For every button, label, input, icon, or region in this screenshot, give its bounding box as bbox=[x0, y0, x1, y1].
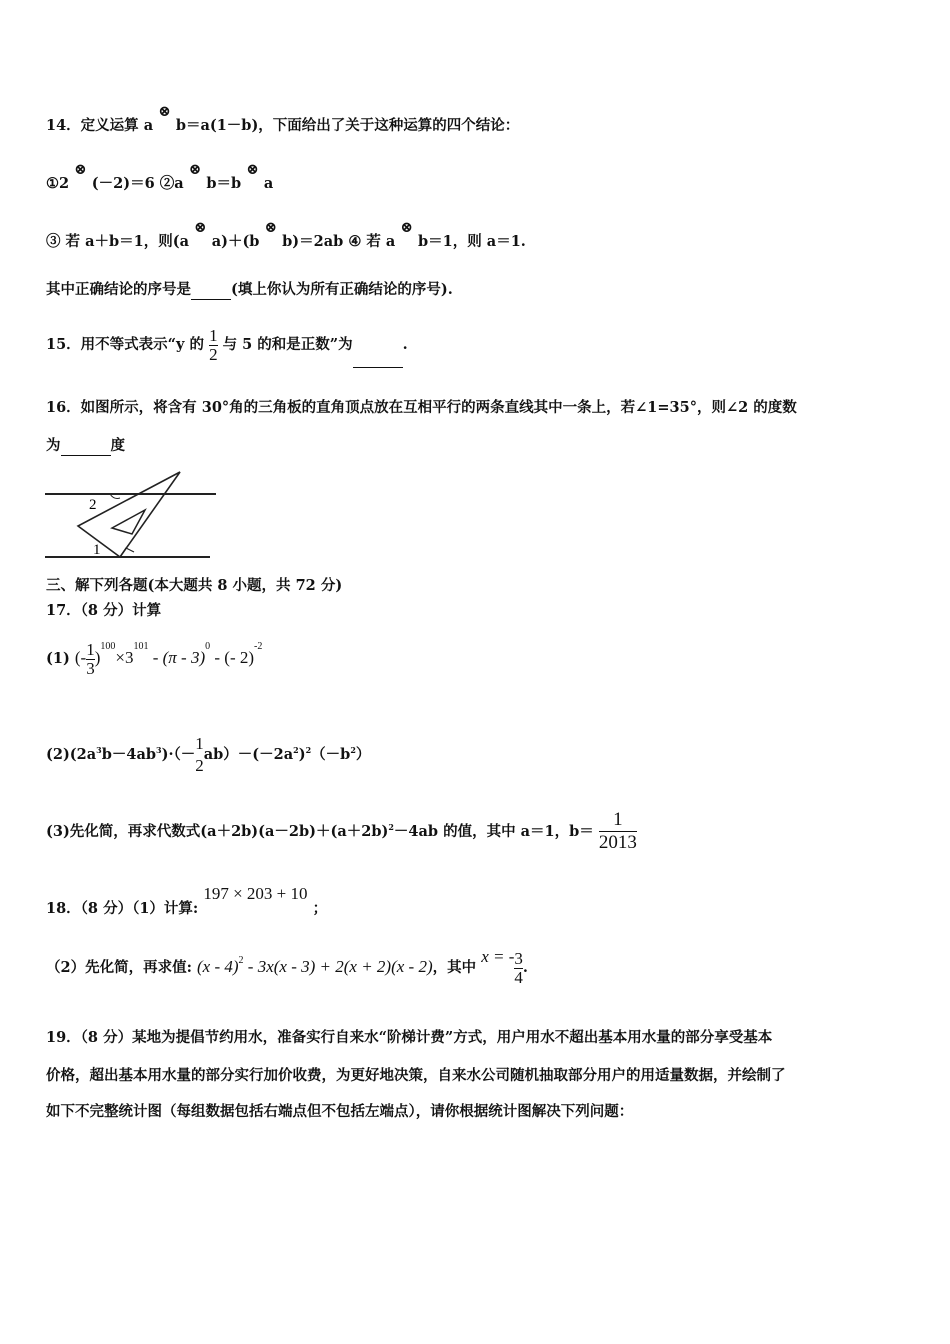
q18-part2: （2）先化简，再求值: (x - 4)$^2$ - 3x(x - 3) + 2(x + 2)(x - 2)，其中 x = - $\frac{3}{4}$ . bbox=[46, 947, 528, 987]
answer-blank bbox=[61, 439, 111, 456]
answer-blank bbox=[191, 283, 231, 300]
right-angle-mark bbox=[120, 548, 134, 557]
otimes-symbol: ⊗ bbox=[158, 102, 171, 120]
section3-title: 三、解下列各题(本大题共 8 小题，共 72 分) bbox=[46, 577, 343, 594]
otimes-symbol: ⊗ bbox=[188, 160, 202, 178]
triangle-inner bbox=[112, 510, 145, 534]
q17-part3: (3)先化简，再求代数式$(a+2b)(a-2b)+(a+2b)^2-4ab$ 的值，其中 a＝1，b＝ $\frac{1}{2013}$ bbox=[46, 809, 637, 854]
fraction-three-quarters: $\frac{3}{4}$ bbox=[514, 948, 523, 987]
fraction-one-over-2013: $\frac{1}{2013}$ bbox=[598, 809, 637, 854]
fraction-one-half: $\frac{1}{2}$ bbox=[209, 325, 218, 364]
q16-line1: 16．如图所示，将含有 30°角的三角板的直角顶点放在互相平行的两条直线其中一条上，若∠1=35°，则∠2 的度数 bbox=[46, 399, 797, 416]
q16-line2: 为 度 bbox=[46, 437, 125, 454]
angle-label-1: 1 bbox=[93, 542, 101, 558]
q18-expression-1: 197 × 203 + 10 bbox=[203, 884, 308, 903]
angle-label-2: 2 bbox=[89, 497, 97, 513]
fraction-one-half: 1 2 bbox=[195, 733, 204, 775]
q17-part1: (1) (- $\frac{1}{3}$ )$^{100}\times 3^{101} - (\pi - 3)^0$ - (- 2)$^{-2}$ bbox=[46, 639, 263, 678]
otimes-symbol: ⊗ bbox=[264, 218, 278, 236]
q19-line1: 19．（8 分）某地为提倡节约用水，准备实行自来水“阶梯计费”方式，用户用水不超出基本用水量的部分享受基本 bbox=[46, 1029, 773, 1046]
q19-line2: 价格，超出基本用水量的部分实行加价收费，为更好地决策，自来水公司随机抽取部分用户的用适量数据，并绘制了 bbox=[46, 1067, 786, 1084]
q19-line3: 如下不完整统计图（每组数据包括右端点但不包括左端点），请你根据统计图解决下列问题： bbox=[46, 1103, 634, 1120]
q14-line4: 其中正确结论的序号是 (填上你认为所有正确结论的序号). bbox=[46, 281, 453, 298]
q14-line2: ①2 ⊗ (－2)＝6 ②a ⊗ b＝b ⊗ a bbox=[46, 160, 274, 192]
q14-line1: 14．定义运算 a ⊗ b＝a(1－b)，下面给出了关于这种运算的四个结论： bbox=[46, 102, 520, 134]
answer-blank bbox=[353, 351, 403, 368]
otimes-symbol: ⊗ bbox=[246, 160, 259, 178]
fraction-one-third: $\frac{1}{3}$ bbox=[86, 639, 95, 678]
otimes-symbol: ⊗ bbox=[74, 160, 87, 178]
triangle-ruler-figure bbox=[40, 468, 220, 564]
q18-part1: 18．（8 分）（1）计算: 197 × 203 + 10 ； bbox=[46, 884, 328, 917]
q17-part2: $(2)(2a^3b-4ab^3)\cdot(-$ 1 2 $ab)-(-2a^2)^2(-b^2)$ bbox=[46, 733, 371, 775]
q15-line: 15．用不等式表示“y 的 $\frac{1}{2}$ 与 5 的和是正数”为 . bbox=[46, 322, 408, 368]
otimes-symbol: ⊗ bbox=[194, 218, 207, 236]
otimes-symbol: ⊗ bbox=[400, 218, 413, 236]
q17-head: 17．（8 分）计算 bbox=[46, 602, 162, 619]
q14-line3: ③ 若 a＋b＝1，则(a ⊗ a)＋(b ⊗ b)＝2ab ④ 若 a ⊗ b＝1，则 a＝1. bbox=[46, 218, 526, 250]
